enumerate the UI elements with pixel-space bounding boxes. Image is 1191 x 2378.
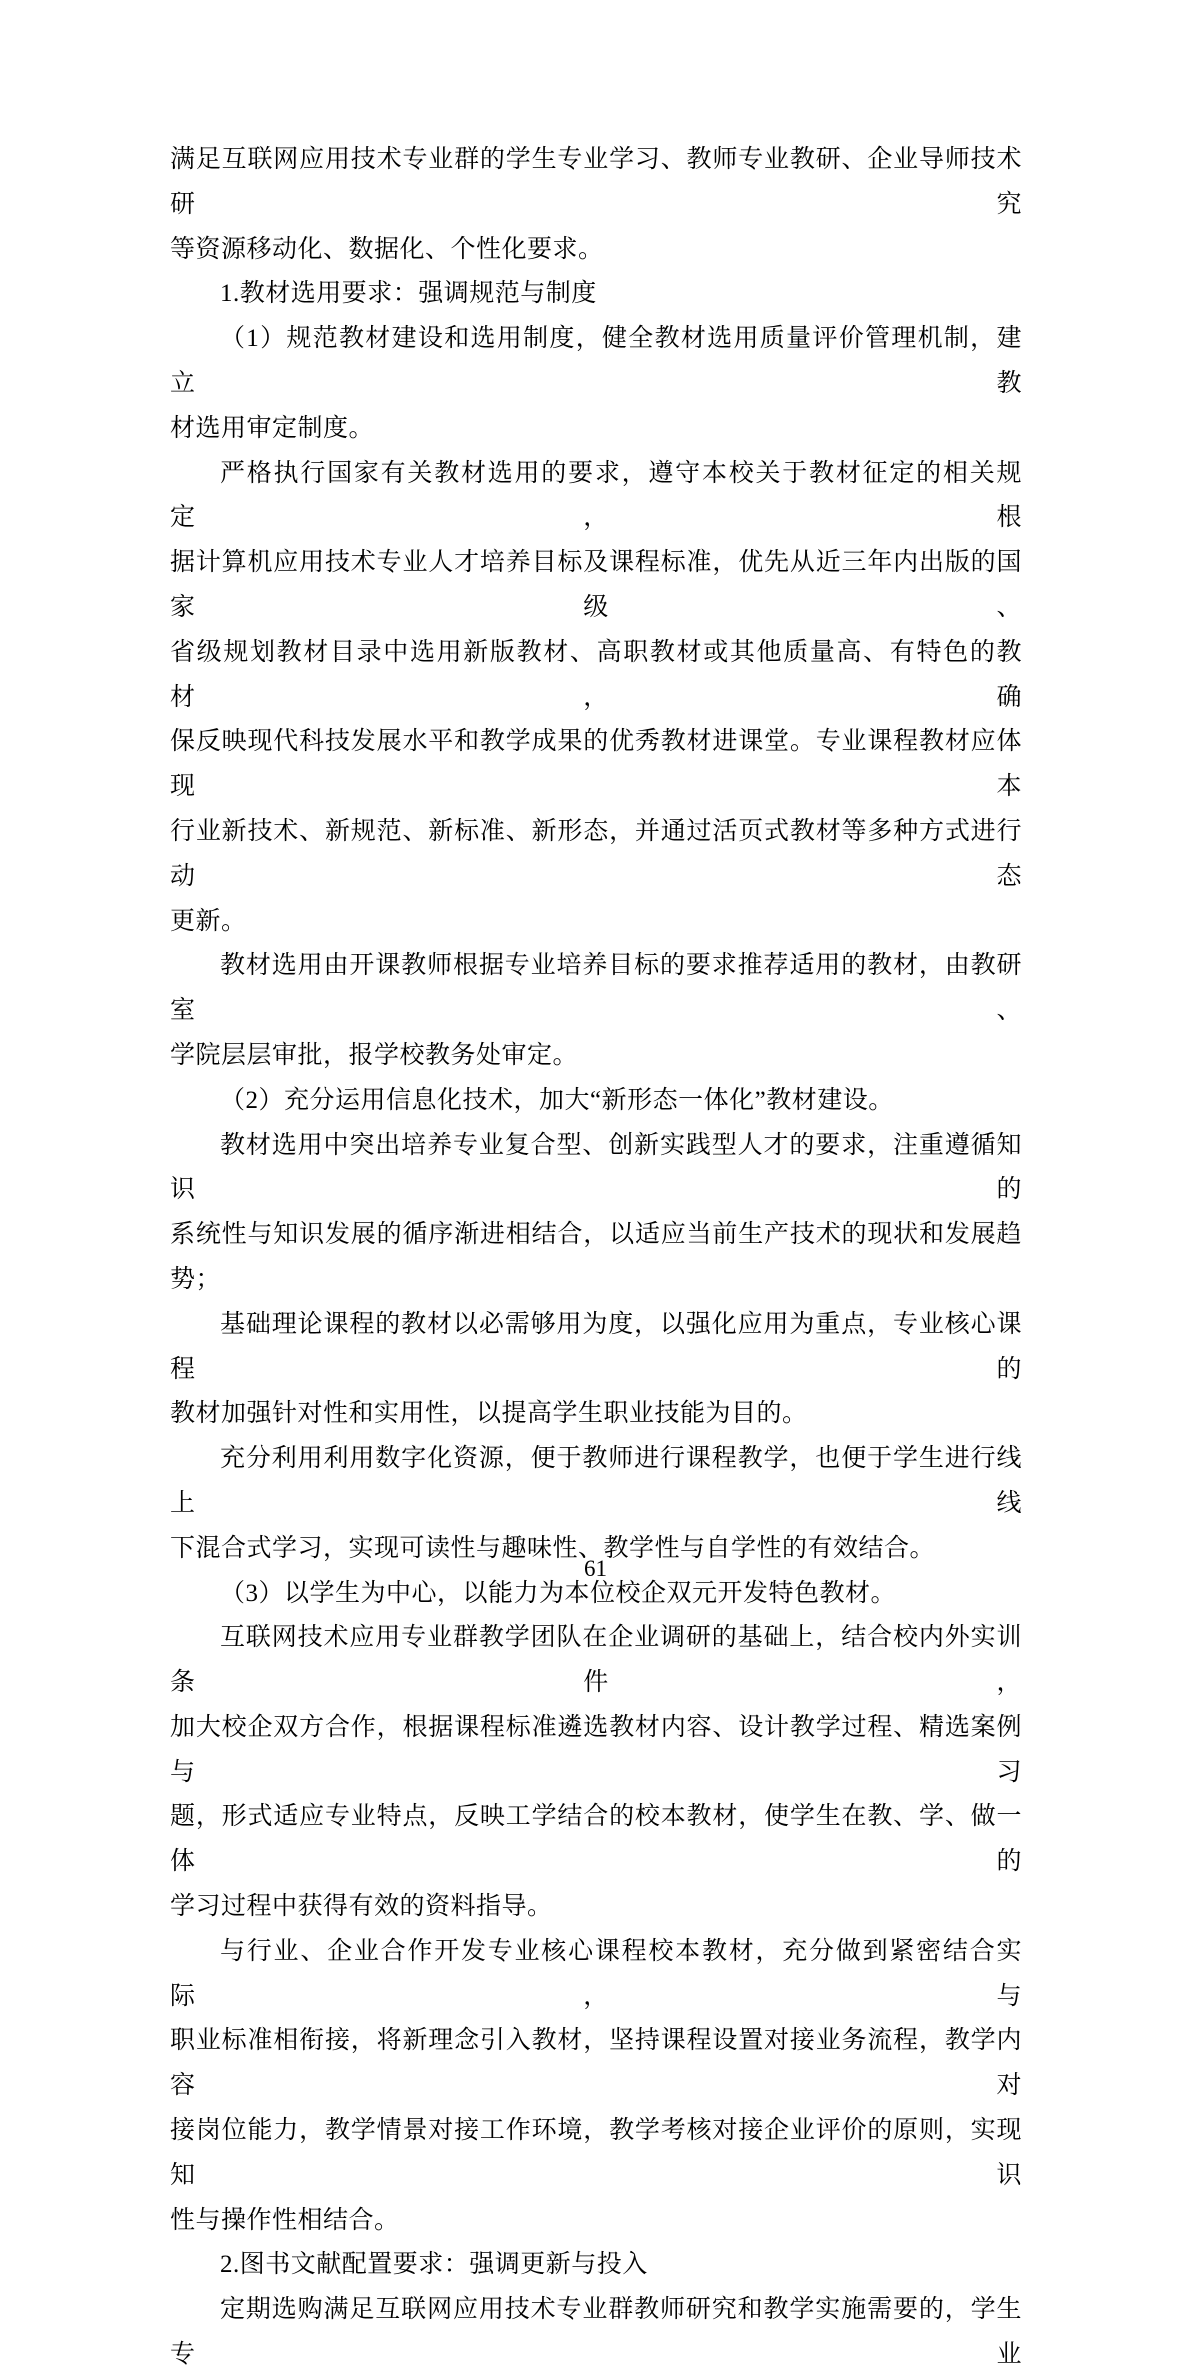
text-line: 等资源移动化、数据化、个性化要求。	[170, 235, 604, 263]
text-line: 职业标准相衔接，将新理念引入教材，坚持课程设置对接业务流程，教学内容对	[170, 2027, 1022, 2100]
text-line: 下混合式学习，实现可读性与趣味性、教学性与自学性的有效结合。	[170, 1534, 936, 1562]
text-line: 加大校企双方合作，根据课程标准遴选教材内容、设计教学过程、精选案例与习	[170, 1713, 1022, 1786]
page-number: 61	[584, 1556, 607, 1581]
text-line: 基础理论课程的教材以必需够用为度，以强化应用为重点，专业核心课程的	[170, 1310, 1022, 1383]
text-line: 更新。	[170, 907, 247, 935]
text-line: 教材加强针对性和实用性，以提高学生职业技能为目的。	[170, 1400, 808, 1428]
text-line: 据计算机应用技术专业人才培养目标及课程标准，优先从近三年内出版的国家级、	[170, 549, 1022, 621]
text-line: 教材选用中突出培养专业复合型、创新实践型人才的要求，注重遵循知识的	[170, 1131, 1022, 1204]
text-line: （2）充分运用信息化技术，加大“新形态一体化”教材建设。	[220, 1086, 894, 1114]
text-line: 定期选购满足互联网应用技术专业群教师研究和教学实施需要的，学生专业	[170, 2296, 1022, 2369]
text-line: 教材选用由开课教师根据专业培养目标的要求推荐适用的教材，由教研室、	[170, 952, 1022, 1025]
text-line: 满足互联网应用技术专业群的学生专业学习、教师专业教研、企业导师技术研究	[170, 146, 1022, 218]
text-line: 严格执行国家有关教材选用的要求，遵守本校关于教材征定的相关规定，根	[170, 459, 1022, 532]
text-line: （3）以学生为中心，以能力为本位校企双元开发特色教材。	[220, 1579, 897, 1607]
text-line: 性与操作性相结合。	[170, 2206, 400, 2234]
text-line: 行业新技术、新规范、新标准、新形态，并通过活页式教材等多种方式进行动态	[170, 817, 1022, 890]
text-line: 题，形式适应专业特点，反映工学结合的校本教材，使学生在教、学、做一体的	[170, 1803, 1022, 1876]
text-line: 省级规划教材目录中选用新版教材、高职教材或其他质量高、有特色的教材，确	[170, 638, 1022, 711]
document-body	[170, 138, 1022, 2378]
text-line: （1）规范教材建设和选用制度，健全教材选用质量评价管理机制，建立教	[170, 325, 1022, 397]
text-line: 2.图书文献配置要求：强调更新与投入	[220, 2251, 648, 2279]
text-line: 学习过程中获得有效的资料指导。	[170, 1893, 553, 1921]
text-line: 接岗位能力，教学情景对接工作环境，教学考核对接企业评价的原则，实现知识	[170, 2117, 1022, 2189]
text-line: 学院层层审批，报学校教务处审定。	[170, 1041, 579, 1069]
text-line: 系统性与知识发展的循序渐进相结合，以适应当前生产技术的现状和发展趋势；	[170, 1221, 1022, 1293]
text-line: 1.教材选用要求：强调规范与制度	[220, 280, 597, 308]
text-line: 互联网技术应用专业群教学团队在企业调研的基础上，结合校内外实训条件，	[170, 1624, 1022, 1697]
text-line: 保反映现代科技发展水平和教学成果的优秀教材进课堂。专业课程教材应体现本	[170, 728, 1022, 801]
text-line: 材选用审定制度。	[170, 414, 375, 442]
text-line: 与行业、企业合作开发专业核心课程校本教材，充分做到紧密结合实际，与	[170, 1937, 1022, 2010]
text-line: 充分利用利用数字化资源，便于教师进行课程教学，也便于学生进行线上线	[170, 1445, 1022, 1517]
